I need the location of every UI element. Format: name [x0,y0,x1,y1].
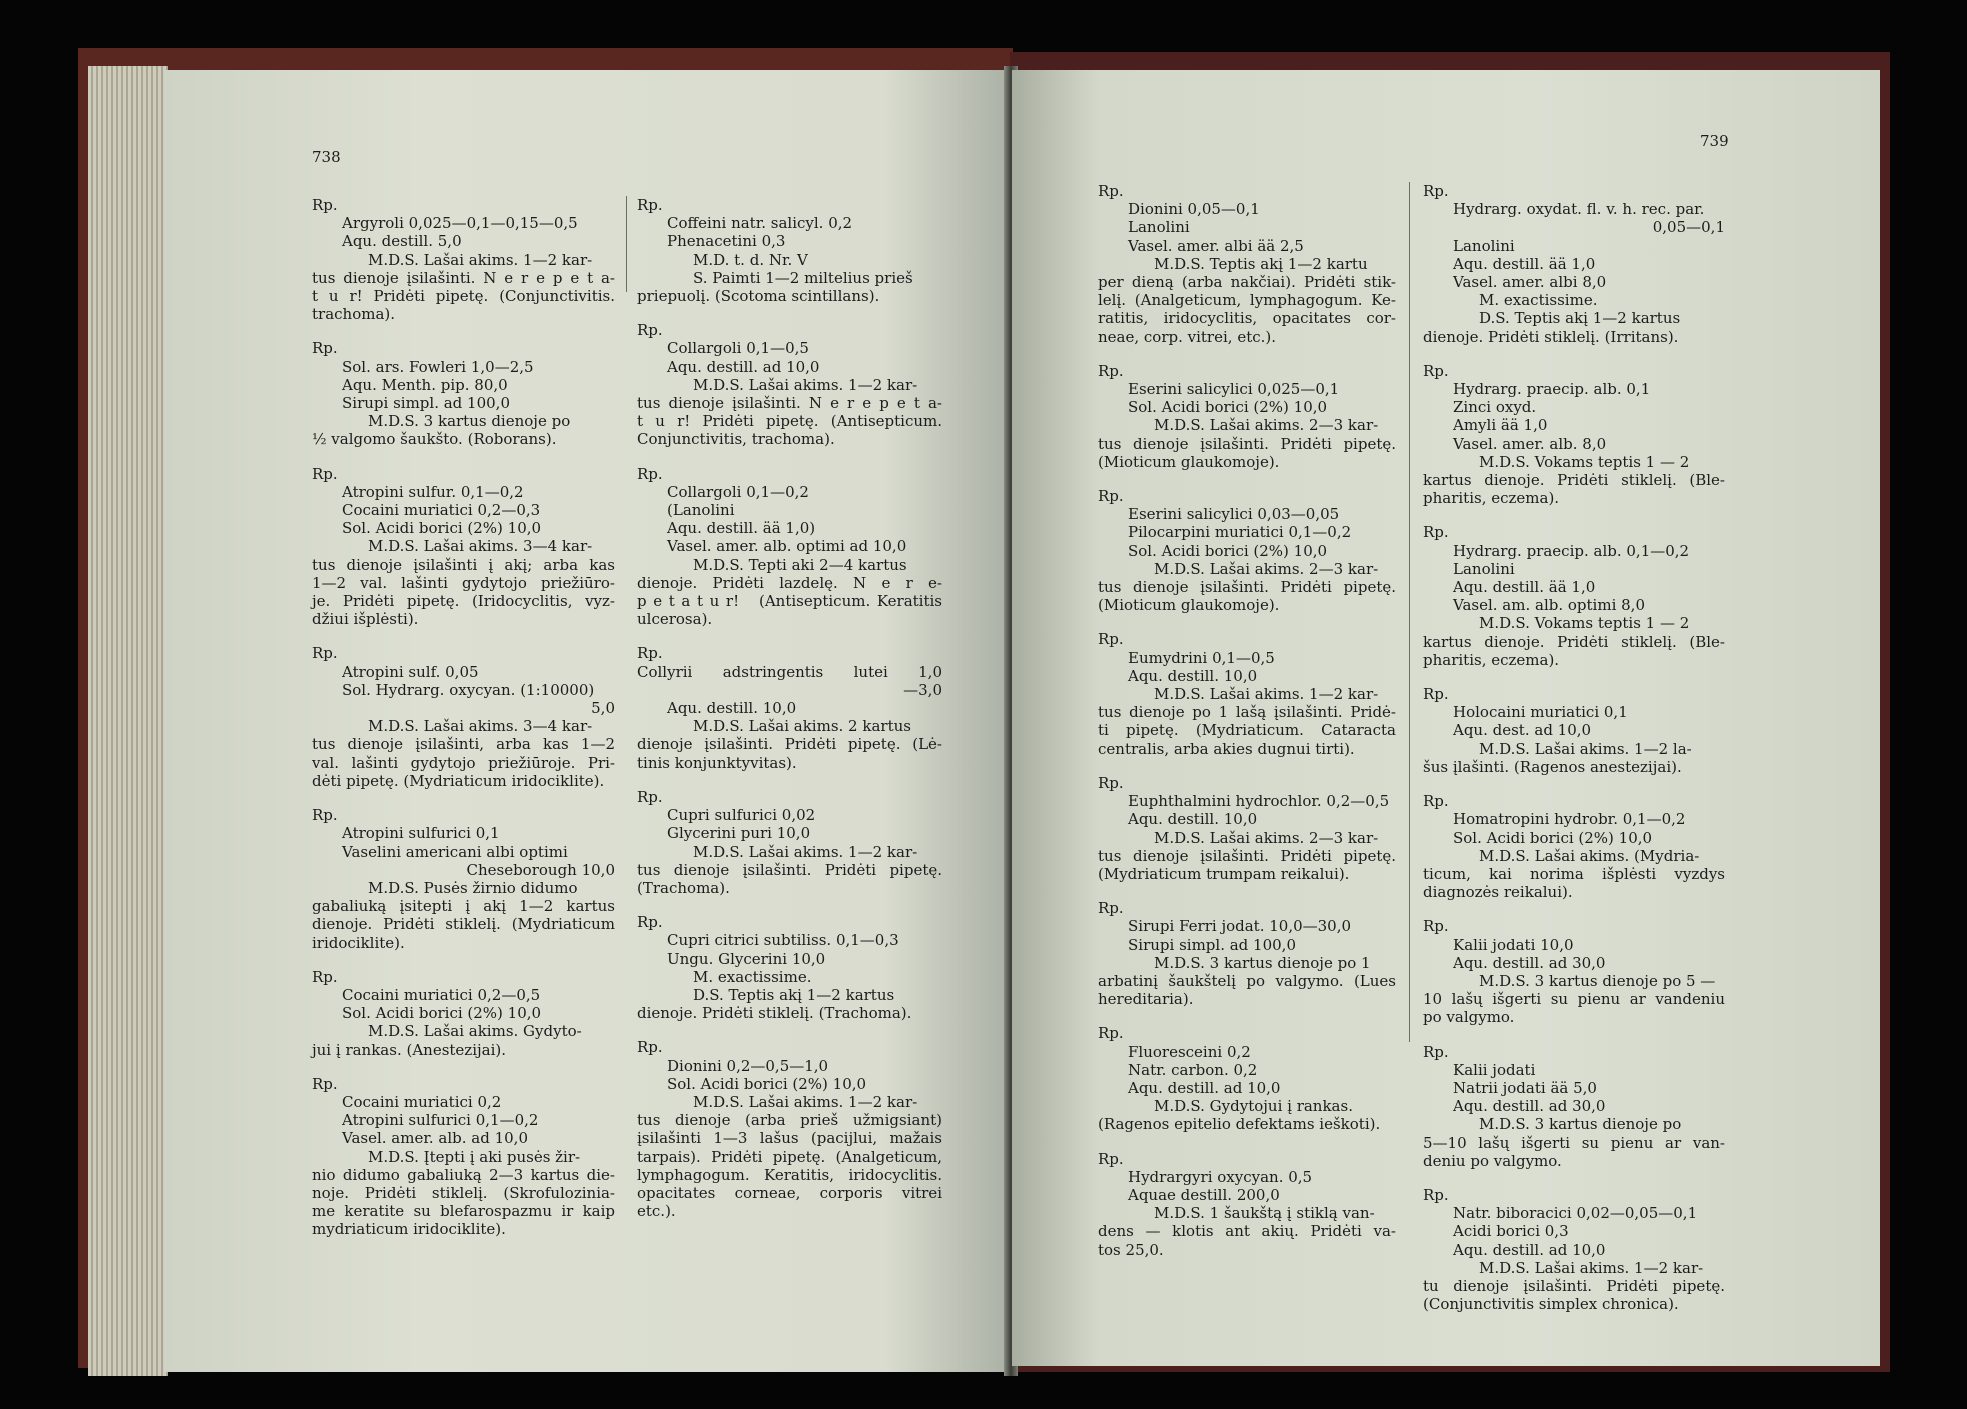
prescription [1098,630,1396,757]
prescription-line: Hydrarg. praecip. alb. 0,1—0,2 [1453,541,1690,560]
page-738 [164,70,1012,1372]
prescription-line: Cocaini muriatici 0,2—0,3 [342,501,541,520]
rp-heading: Rp. [1098,182,1124,200]
prescription-line: Lanolini [1453,236,1515,255]
prescription-line: įsilašinti 1—3 lašus (pacijlui, mažais [637,1129,942,1148]
prescription-line: jui į rankas. (Anestezijai). [312,1040,507,1059]
column-divider [626,196,627,292]
prescription-line: Sol. Acidi borici (2%) 10,0 [1453,828,1653,847]
prescription-line: Coffeini natr. salicyl. 0,2 [667,214,853,233]
prescription-line: tus dienoje įsilašinti, arba kas 1—2 [312,735,615,754]
prescription-line: Collargoli 0,1—0,2 [667,482,809,501]
prescription-line: Zinci oxyd. [1453,398,1537,417]
prescription-line: trachoma). [312,305,396,324]
prescription [637,1038,942,1220]
prescription-line: M.D.S. Teptis akį 1—2 kartu [1154,254,1368,273]
prescription-line: šus įlašinti. (Ragenos anestezijai). [1423,757,1682,776]
rp-heading: Rp. [312,196,338,214]
prescription-line: Dionini 0,05—0,1 [1128,200,1260,219]
prescription-line: tu dienoje įsilašinti. Pridėti pipetę. [1423,1276,1725,1295]
prescription-line: Vasel. amer. alb. optimi ad 10,0 [667,537,907,556]
rp-heading: Rp. [312,464,338,483]
prescription-line: M.D.S. Lašai akims. 2—3 kar- [1154,559,1379,578]
prescription-line: Cupri citrici subtiliss. 0,1—0,3 [667,931,899,950]
prescription-line: Atropini sulf. 0,05 [342,662,479,681]
rp-heading: Rp. [1423,361,1449,380]
prescription-line: M.D.S. 1 šaukštą į stiklą van- [1154,1204,1375,1223]
prescription-line: Aquae destill. 200,0 [1128,1185,1280,1204]
prescription-line: kartus dienoje. Pridėti stiklelį. (Ble- [1423,632,1725,651]
prescription-line: Natr. carbon. 0,2 [1128,1060,1258,1079]
prescription-line: M.D.S. Lašai akims. (Mydria- [1479,846,1700,865]
rp-heading: Rp. [1098,899,1124,918]
rp-heading: Rp. [637,1038,663,1057]
prescription-line: Aqu. destill. 10,0 [1128,810,1258,829]
prescription [1098,362,1396,471]
page-number-right: 739 [1700,132,1729,150]
rp-heading: Rp. [1423,1185,1449,1204]
prescription-line: Conjunctivitis, trachoma). [637,430,835,449]
prescription-line: tos 25,0. [1098,1240,1164,1259]
prescription-line: Eserini salicylici 0,03—0,05 [1128,505,1340,524]
prescription [312,968,615,1059]
prescription-line: Eserini salicylici 0,025—0,1 [1128,380,1340,399]
prescription-line: (Conjunctivitis simplex chronica). [1423,1295,1679,1314]
prescription-line: Eumydrini 0,1—0,5 [1128,648,1275,667]
prescription-line: kartus dienoje. Pridėti stiklelį. (Ble- [1423,471,1725,490]
prescription-line: M. exactissime. [693,967,812,986]
prescription-line: Aqu. destill. 10,0 [667,699,797,718]
prescription-line: Kalii jodati 10,0 [1453,935,1574,954]
prescription-line: priepuolį. (Scotoma scintillans). [637,287,880,306]
prescription-line: džiui išplėsti). [312,610,419,629]
prescription-line: Sol. Acidi borici (2%) 10,0 [1128,398,1328,417]
prescription-line: t u r! Pridėti pipetę. (Antisepticum. [637,412,942,431]
prescription-line: Cocaini muriatici 0,2—0,5 [342,985,541,1004]
prescription-line: (Mioticum glaukomoje). [1098,452,1280,471]
prescription-line: (Trachoma). [637,878,730,897]
prescription-line: tus dienoje įsilašinti. N e r e p e t a- [312,268,615,287]
page-number-left: 738 [312,148,341,166]
prescription [1423,362,1725,508]
left-page-column-1 [312,196,615,1255]
prescription [1423,523,1725,669]
prescription-line: M.D.S. Lašai akims. 1—2 kar- [1154,685,1379,704]
prescription-line: Sirupi simpl. ad 100,0 [342,394,510,413]
prescription-line: tus dienoje (arba prieš užmigsiant) [637,1111,942,1130]
prescription-line: noje. Pridėti stiklelį. (Skrofulozinia- [312,1183,615,1202]
prescription-line: hereditaria). [1098,990,1194,1009]
prescription-line: (Mydriaticum trumpam reikalui). [1098,864,1350,883]
prescription-line: M.D.S. Lašai akims. 3—4 kar- [368,717,593,736]
prescription-line: Lanolini [1453,559,1515,578]
prescription [1423,792,1725,901]
prescription-line: Aqu. destill. ää 1,0 [1453,254,1596,273]
prescription [312,1075,615,1239]
prescription-line: tinis konjunktyvitas). [637,753,797,772]
rp-heading: Rp. [312,1074,338,1093]
prescription-line: dienoje. Pridėti stiklelį. (Irritans). [1423,327,1679,346]
prescription-line: lelį. (Analgeticum, lymphagogum. Ke- [1098,291,1396,310]
page-739 [1012,70,1880,1366]
prescription-line: t u r! Pridėti pipetę. (Conjunctivitis. [312,287,615,306]
prescription-line: Natr. biboracici 0,02—0,05—0,1 [1453,1204,1698,1223]
prescription-line: (Lanolini [667,501,735,520]
prescription [1423,1043,1725,1170]
prescription-line: Sirupi simpl. ad 100,0 [1128,935,1296,954]
prescription [1423,1186,1725,1313]
prescription-line: Phenacetini 0,3 [667,232,786,251]
prescription-line: dėti pipetę. (Mydriaticum iridociklite). [312,771,605,790]
prescription-line: ratitis, iridocyclitis, opacitates cor- [1098,309,1396,328]
prescription-line: mydriaticum iridociklite). [312,1220,506,1239]
prescription [1098,1150,1396,1259]
prescription-line: per dieną (arba nakčiai). Pridėti stik- [1098,273,1396,292]
prescription-line: pharitis, eczema). [1423,489,1560,508]
prescription [1098,182,1396,346]
prescription-line: M.D.S. Lašai akims. 1—2 kar- [1479,1258,1704,1277]
prescription-line: M.D.S. 3 kartus dienoje po 1 [1154,953,1371,972]
prescription [312,465,615,629]
prescription-line: ticum, kai norima išplėsti vyzdys [1423,864,1725,883]
prescription-line: Aqu. destill. ää 1,0 [1453,578,1596,597]
prescription-line: D.S. Teptis akį 1—2 kartus [693,985,895,1004]
prescription [1098,774,1396,883]
prescription-line: nio didumo gabaliuką 2—3 kartus die- [312,1165,615,1184]
right-page-column-2 [1423,182,1725,1329]
rp-heading: Rp. [312,806,338,825]
rp-heading: Rp. [1423,1042,1449,1061]
rp-heading: Rp. [1423,917,1449,936]
prescription-line: Acidi borici 0,3 [1453,1222,1569,1241]
rp-heading: Rp. [1098,1149,1124,1168]
prescription [1423,182,1725,346]
prescription-line: centralis, arba akies dugnui tirti). [1098,739,1355,758]
prescription-line: tus dienoje įsilašinti. Pridėti pipetę. [1098,846,1396,865]
prescription [637,788,942,897]
prescription-line: Hydrarg. praecip. alb. 0,1 [1453,380,1651,399]
prescription-line: Cheseborough 10,0 [466,860,615,879]
prescription-line: p e t a t u r! (Antisepticum. Keratitis [637,592,942,611]
prescription-line: Ungu. Glycerini 10,0 [667,949,826,968]
prescription-line: Aqu. destill. 10,0 [1128,666,1258,685]
prescription [637,196,942,305]
prescription-line: Aqu. destill. ad 30,0 [1453,1097,1606,1116]
prescription-line: Vaselini americani albi optimi [342,842,568,861]
rp-heading: Rp. [1423,685,1449,704]
prescription-line: M.D.S. Pusės žirnio didumo [368,878,578,897]
prescription-line: deniu po valgymo. [1423,1151,1562,1170]
prescription-line: Kalii jodati [1453,1060,1536,1079]
prescription [637,644,942,771]
prescription-line: Hydrargyri oxycyan. 0,5 [1128,1167,1313,1186]
prescription-line: tarpais). Pridėti pipetę. (Analgeticum, [637,1147,942,1166]
prescription-line: Atropini sulfurici 0,1—0,2 [342,1111,539,1130]
prescription-line: Cupri sulfurici 0,02 [667,806,816,825]
prescription-line: 5,0 [591,699,615,718]
prescription-line: Sirupi Ferri jodat. 10,0—30,0 [1128,917,1352,936]
rp-heading: Rp. [1098,773,1124,792]
prescription-line: iridociklite). [312,933,405,952]
prescription-line: tus dienoje įsilašinti. N e r e p e t a- [637,394,942,413]
left-page-column-2 [637,196,942,1236]
prescription-line: M.D.S. Lašai akims. 1—2 la- [1479,739,1692,758]
prescription-line: Atropini sulfur. 0,1—0,2 [342,482,524,501]
prescription-line: pharitis, eczema). [1423,650,1560,669]
rp-heading: Rp. [1098,487,1124,506]
prescription-line: Collyrii adstringentis lutei 1,0 [637,662,942,681]
prescription-line: Fluoresceini 0,2 [1128,1042,1251,1061]
right-page-column-1 [1098,182,1396,1275]
prescription-line: dienoje. Pridėti lazdelę. N e r e- [637,573,942,592]
prescription-line: me keratite su blefarospazmu ir kaip [312,1202,615,1221]
prescription-line: —3,0 [903,680,942,699]
prescription-line: gabaliuką įsitepti į akį 1—2 kartus [312,897,615,916]
prescription-line: Amyli ää 1,0 [1453,416,1548,435]
prescription-line: Vasel. amer. albi ää 2,5 [1128,236,1304,255]
rp-heading: Rp. [637,787,663,806]
prescription-line: D.S. Teptis akį 1—2 kartus [1479,309,1681,328]
rp-heading: Rp. [1423,523,1449,542]
prescription-line: M.D. t. d. Nr. V [693,250,808,269]
prescription-line: ti pipetę. (Mydriaticum. Cataracta [1098,721,1396,740]
prescription-line: opacitates corneae, corporis vitrei [637,1183,942,1202]
prescription [1098,1024,1396,1133]
prescription-line: Natrii jodati ää 5,0 [1453,1078,1597,1097]
prescription-line: M.D.S. Lašai akims. 2—3 kar- [1154,416,1379,435]
prescription [1098,899,1396,1008]
prescription [312,196,615,323]
prescription [637,465,942,629]
prescription-line: Argyroli 0,025—0,1—0,15—0,5 [342,214,578,233]
prescription-line: (Ragenos epitelio defektams ieškoti). [1098,1115,1381,1134]
prescription-line: M.D.S. Lašai akims. 3—4 kar- [368,537,593,556]
rp-heading: Rp. [637,464,663,483]
prescription-line: S. Paimti 1—2 miltelius prieš [693,268,913,287]
prescription-line: Aqu. destill. 5,0 [342,232,462,251]
prescription-line: Cocaini muriatici 0,2 [342,1092,502,1111]
prescription-line: Sol. Hydrarg. oxycyan. (1:10000) [342,680,595,699]
rp-heading: Rp. [1423,792,1449,811]
prescription-line: Aqu. Menth. pip. 80,0 [342,375,508,394]
prescription [312,644,615,790]
prescription-line: Sol. ars. Fowleri 1,0—2,5 [342,357,534,376]
prescription [312,806,615,952]
prescription-line: Sol. Acidi borici (2%) 10,0 [342,1004,542,1023]
prescription-line: M.D.S. Lašai akims. 1—2 kar- [693,375,918,394]
prescription-line: M.D.S. Lašai akims. 2 kartus [693,717,911,736]
prescription-line: M.D.S. Lašai akims. 2—3 kar- [1154,828,1379,847]
prescription-line: (Mioticum glaukomoje). [1098,596,1280,615]
prescription-line: tus dienoje įsilašinti. Pridėti pipetę. [637,860,942,879]
prescription [637,321,942,448]
prescription-line: M.D.S. 3 kartus dienoje po [1479,1115,1682,1134]
prescription-line: M.D.S. Tepti aki 2—4 kartus [693,555,907,574]
rp-heading: Rp. [1098,361,1124,380]
prescription [1423,685,1725,776]
prescription-line: M.D.S. Lašai akims. 1—2 kar- [368,250,593,269]
prescription-line: po valgymo. [1423,1008,1515,1027]
prescription-line: Holocaini muriatici 0,1 [1453,703,1628,722]
prescription-line: Sol. Acidi borici (2%) 10,0 [1128,541,1328,560]
prescription-line: ½ valgomo šaukšto. (Roborans). [312,430,557,449]
page-edges [88,66,168,1376]
prescription-line: Vasel. am. alb. optimi 8,0 [1453,596,1645,615]
column-divider [1409,182,1410,1042]
prescription-line: Aqu. destill. ad 30,0 [1453,953,1606,972]
prescription-line: etc.). [637,1202,676,1221]
prescription-line: val. lašinti gydytojo priežiūroje. Pri- [312,753,615,772]
prescription-line: 1—2 val. lašinti gydytojo priežiūro- [312,573,615,592]
prescription-line: M.D.S. Įtepti į aki pusės žir- [368,1147,581,1166]
rp-heading: Rp. [1098,1024,1124,1043]
prescription-line: dienoje įsilašinti. Pridėti pipetę. (Lė- [637,735,942,754]
rp-heading: Rp. [637,321,663,340]
rp-heading: Rp. [637,196,663,214]
prescription [1423,917,1725,1026]
prescription-line: neae, corp. vitrei, etc.). [1098,327,1277,346]
prescription-line: M.D.S. Vokams teptis 1 — 2 [1479,614,1690,633]
prescription-line: Glycerini puri 10,0 [667,824,811,843]
prescription-line: Pilocarpini muriatici 0,1—0,2 [1128,523,1352,542]
prescription [637,913,942,1022]
prescription-line: je. Pridėti pipetę. (Iridocyclitis, vyz- [312,592,615,611]
prescription-line: Hydrarg. oxydat. fl. v. h. rec. par. [1453,200,1705,219]
prescription-line: M.D.S. Vokams teptis 1 — 2 [1479,452,1690,471]
prescription-line: M. exactissime. [1479,291,1598,310]
rp-heading: Rp. [312,339,338,358]
rp-heading: Rp. [1423,182,1449,200]
prescription-line: dienoje. Pridėti stiklelį. (Mydriaticum [312,915,615,934]
prescription-line: lymphagogum. Keratitis, iridocyclitis. [637,1165,942,1184]
prescription-line: M.D.S. Lašai akims. Gydyto- [368,1022,582,1041]
rp-heading: Rp. [637,644,663,663]
prescription-line: M.D.S. Gydytojui į rankas. [1154,1097,1353,1116]
prescription-line: dienoje. Pridėti stiklelį. (Trachoma). [637,1004,912,1023]
prescription-line: Aqu. destill. ad 10,0 [667,357,820,376]
prescription-line: tus dienoje po 1 lašą įsilašinti. Pridė- [1098,703,1396,722]
prescription-line: M.D.S. 3 kartus dienoje po 5 — [1479,971,1716,990]
rp-heading: Rp. [1098,630,1124,649]
prescription-line: 0,05—0,1 [1652,218,1725,237]
prescription-line: Sol. Acidi borici (2%) 10,0 [342,519,542,538]
prescription-line: arbatinį šaukštelį po valgymo. (Lues [1098,971,1396,990]
prescription-line: Aqu. dest. ad 10,0 [1453,721,1592,740]
prescription-line: M.D.S. 3 kartus dienoje po [368,412,571,431]
prescription-line: tus dienoje įsilašinti. Pridėti pipetę. [1098,434,1396,453]
prescription-line: M.D.S. Lašai akims. 1—2 kar- [693,1092,918,1111]
prescription-line: Homatropini hydrobr. 0,1—0,2 [1453,810,1686,829]
prescription-line: Aqu. destill. ad 10,0 [1128,1078,1281,1097]
rp-heading: Rp. [312,967,338,986]
prescription-line: tus dienoje įsilašinti. Pridėti pipetę. [1098,578,1396,597]
prescription-line: Vasel. amer. alb. ad 10,0 [342,1129,528,1148]
prescription-line: Euphthalmini hydrochlor. 0,2—0,5 [1128,792,1390,811]
rp-heading: Rp. [637,913,663,932]
prescription-line: 5—10 lašų išgerti su pienu ar van- [1423,1133,1725,1152]
prescription-line: Collargoli 0,1—0,5 [667,339,809,358]
prescription-line: dens — klotis ant akių. Pridėti va- [1098,1222,1396,1241]
prescription-line: Atropini sulfurici 0,1 [342,824,500,843]
prescription-line: Lanolini [1128,218,1190,237]
prescription-line: Aqu. destill. ää 1,0) [667,519,816,538]
prescription-line: Vasel. amer. albi 8,0 [1453,273,1607,292]
prescription-line: M.D.S. Lašai akims. 1—2 kar- [693,842,918,861]
prescription-line: Aqu. destill. ad 10,0 [1453,1240,1606,1259]
prescription-line: ulcerosa). [637,610,713,629]
prescription [1098,487,1396,614]
prescription-line: tus dienoje įsilašinti į akį; arba kas [312,555,615,574]
prescription [312,339,615,448]
rp-heading: Rp. [312,644,338,663]
prescription-line: Dionini 0,2—0,5—1,0 [667,1056,829,1075]
prescription-line: Sol. Acidi borici (2%) 10,0 [667,1074,867,1093]
prescription-line: Vasel. amer. alb. 8,0 [1453,434,1607,453]
prescription-line: diagnozės reikalui). [1423,883,1573,902]
prescription-line: 10 lašų išgerti su pienu ar vandeniu [1423,990,1725,1009]
